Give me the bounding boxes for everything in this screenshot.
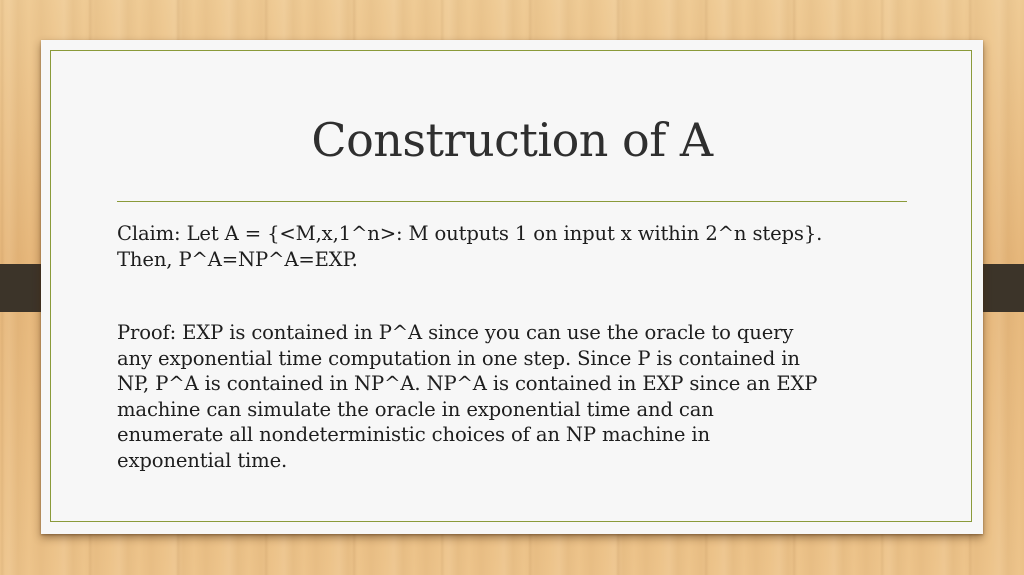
claim-line: Claim: Let A = {<M,x,1^n>: M outputs 1 on input x within 2^n steps}. [117, 222, 823, 245]
claim-line: Then, P^A=NP^A=EXP. [117, 247, 358, 271]
proof-line: any exponential time computation in one step. Since P is contained in [117, 346, 800, 370]
proof-line: exponential time. [117, 448, 288, 472]
slide-title: Construction of A [311, 113, 713, 167]
proof-line: Proof: EXP is contained in P^A since you can use the oracle to query [117, 321, 794, 344]
proof-line: enumerate all nondeterministic choices of an NP machine in [117, 423, 710, 447]
proof-line: machine can simulate the oracle in exponential time and can [117, 397, 714, 421]
proof-line: NP, P^A is contained in NP^A. NP^A is contained in EXP since an EXP [117, 372, 818, 396]
claim-paragraph [117, 221, 907, 272]
proof-paragraph [117, 320, 907, 474]
title-divider [117, 201, 907, 202]
